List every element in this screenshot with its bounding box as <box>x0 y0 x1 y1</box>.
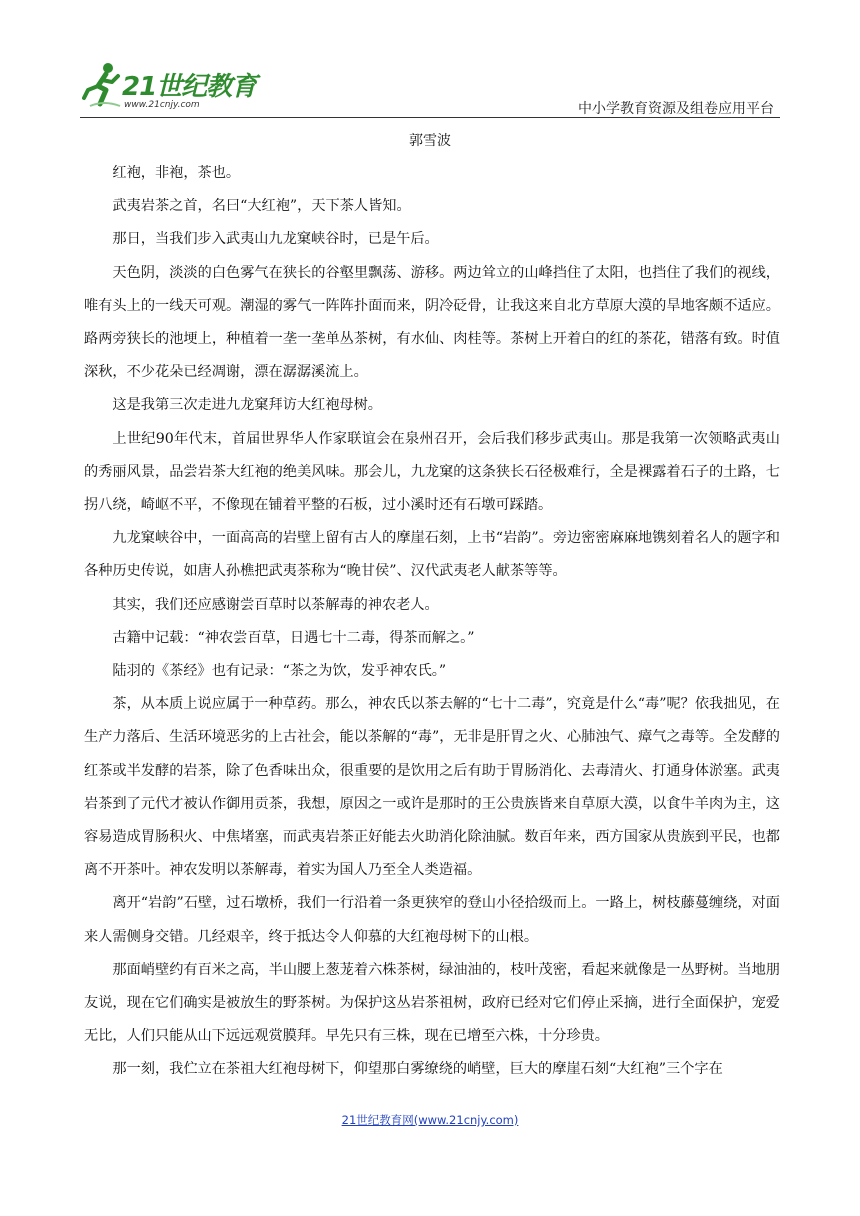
logo-url: www.21cnjy.com <box>124 100 200 110</box>
paragraph: 那面峭壁约有百米之高，半山腰上葱茏着六株茶树，绿油油的，枝叶茂密，看起来就像是一丛野树。当地朋友说，现在它们确实是被放生的野茶树。为保护这丛岩茶祖树，政府已经对它们停止采摘，进行全面保护，宠爱无比，人们只能从山下远远观赏膜拜。早先只有三株，现在已增至六株，十分珍贵。 <box>84 961 780 1045</box>
paragraph: 九龙窠峡谷中，一面高高的岩壁上留有古人的摩崖石刻，上书“岩韵”。旁边密密麻麻地镌刻着名人的题字和各种历史传说，如唐人孙樵把武夷茶称为“晚甘侯”、汉代武夷老人献茶等等。 <box>84 530 780 580</box>
article-body <box>84 157 780 1087</box>
paragraph: 那一刻，我伫立在茶祖大红袍母树下，仰望那白雾缭绕的峭壁，巨大的摩崖石刻“大红袍”三个字在 <box>112 1061 723 1078</box>
paragraph: 那日，当我们步入武夷山九龙窠峡谷时，已是午后。 <box>112 231 439 248</box>
article-author: 郭雪波 <box>409 133 451 149</box>
paragraph: 武夷岩茶之首，名曰“大红袍”，天下茶人皆知。 <box>112 198 411 215</box>
page-header <box>80 60 780 118</box>
paragraph: 红袍，非袍，茶也。 <box>112 165 241 181</box>
site-logo[interactable] <box>80 60 260 116</box>
paragraph: 古籍中记载：“神农尝百草，日遇七十二毒，得茶而解之。” <box>112 629 475 646</box>
paragraph: 上世纪90年代末，首届世界华人作家联谊会在泉州召开，会后我们移步武夷山。那是我第一次领略武夷山的秀丽风景，品尝岩茶大红袍的绝美风味。那会儿，九龙窠的这条狭长石径极难行，全是裸露着石子的土路，七拐八绕，崎岖不平，不像现在铺着平整的石板，过小溪时还有石墩可踩踏。 <box>84 430 780 514</box>
paragraph: 这是我第三次走进九龙窠拜访大红袍母树。 <box>112 397 382 414</box>
paragraph: 茶，从本质上说应属于一种草药。那么，神农氏以茶去解的“七十二毒”，究竟是什么“毒”呢？依我拙见，在生产力落后、生活环境恶劣的上古社会，能以茶解的“毒”，无非是肝胃之火、心肺浊气、瘴气之毒等。全发酵的红茶或半发酵的岩茶，除了色香味出众，很重要的是饮用之后有助于胃肠消化、去毒清火、打通身体淤塞。武夷岩茶到了元代才被认作御用贡茶，我想，原因之一或许是那时的王公贵族皆来自草原大漠，以食牛羊肉为主，这容易造成胃肠积火、中焦堵塞，而武夷岩茶正好能去火助消化除油腻。数百年来，西方国家从贵族到平民，也都离不开茶叶。神农发明以茶解毒，着实为国人乃至全人类造福。 <box>84 696 780 879</box>
paragraph: 其实，我们还应感谢尝百草时以茶解毒的神农老人。 <box>112 596 439 613</box>
footer-link[interactable]: 21世纪教育网(www.21cnjy.com) <box>341 1113 519 1127</box>
running-figure-icon <box>80 60 126 110</box>
page-footer <box>0 1112 860 1128</box>
header-divider <box>80 117 780 118</box>
paragraph: 离开“岩韵”石壁，过石墩桥，我们一行沿着一条更狭窄的登山小径拾级而上。一路上，树枝藤蔓缠绕，对面来人需侧身交错。几经艰辛，终于抵达令人仰慕的大红袍母树下的山根。 <box>84 895 780 945</box>
paragraph: 天色阴，淡淡的白色雾气在狭长的谷壑里飘荡、游移。两边耸立的山峰挡住了太阳，也挡住了我们的视线，唯有头上的一线天可观。潮湿的雾气一阵阵扑面而来，阴冷砭骨，让我这来自北方草原大漠的旱地客颇不适应。路两旁狭长的池埂上，种植着一垄一垄单丛茶树，有水仙、肉桂等。茶树上开着白的红的茶花，错落有致。时值深秋，不少花朵已经凋谢，漂在潺潺溪流上。 <box>84 264 780 381</box>
platform-title: 中小学教育资源及组卷应用平台 <box>578 101 774 117</box>
paragraph: 陆羽的《茶经》也有记录：“茶之为饮，发乎神农氏。” <box>112 663 447 680</box>
logo-name: 21世纪教育 <box>122 72 257 102</box>
